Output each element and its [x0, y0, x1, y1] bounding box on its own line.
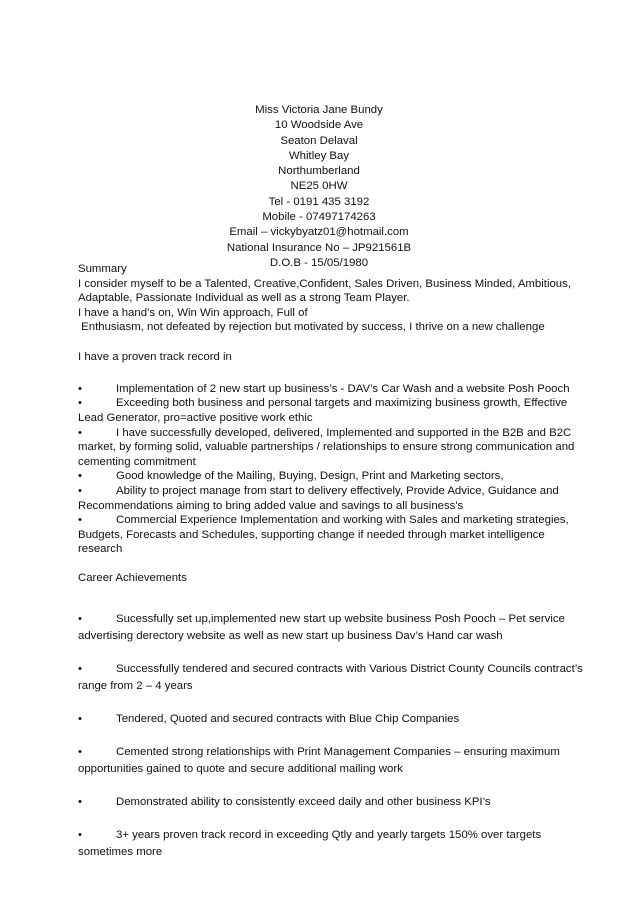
list-item	[78, 827, 564, 861]
telephone: Tel - 0191 435 3192	[268, 195, 370, 208]
track-record-list	[78, 382, 575, 557]
summary-heading: Summary	[78, 263, 127, 275]
address-line: Seaton Delaval	[280, 134, 358, 147]
career-heading: Career Achievements	[78, 572, 187, 585]
list-item	[78, 426, 575, 470]
list-item	[78, 661, 583, 695]
summary-line: Enthusiasm, not defeated by rejection but motivated by success, I thrive on a new challenge	[78, 321, 545, 334]
list-item-continuation: Budgets, Forecasts and Schedules, supporting change if needed through market intelligence	[78, 528, 545, 541]
email: Email – vickybyatz01@hotmail.com	[229, 226, 409, 239]
date-of-birth: D.O.B - 15/05/1980	[269, 256, 369, 269]
address-line: Northumberland	[278, 165, 360, 178]
bullet-icon: •	[78, 382, 82, 395]
bullet-icon: •	[78, 795, 82, 808]
full-name: Miss Victoria Jane Bundy	[255, 104, 383, 116]
bullet-icon: •	[78, 397, 82, 410]
list-item-text: Demonstrated ability to consistently exceed daily and other business KPI’s	[116, 795, 491, 808]
list-item-text: Implementation of 2 new start up business’s - DAV’s Car Wash and a website Posh Pooch	[116, 382, 570, 395]
list-item-continuation: sometimes more	[78, 845, 163, 858]
list-item-text: Cemented strong relationships with Print Management Companies – ensuring maximum	[116, 745, 560, 758]
list-item-continuation: range from 2 – 4 years	[78, 679, 193, 692]
list-item-continuation: opportunities gained to quote and secure additional mailing work	[78, 762, 403, 775]
list-item	[78, 396, 568, 425]
bullet-icon: •	[78, 712, 82, 725]
bullet-icon: •	[78, 426, 82, 439]
list-item-text: Successfully tendered and secured contracts with Various District County Councils contract’s	[116, 662, 583, 675]
list-item-continuation: Lead Generator, pro=active positive work ethic	[78, 411, 313, 424]
list-item-text: Commercial Experience Implementation and working with Sales and marketing strategies,	[116, 514, 569, 527]
list-item-text: I have successfully developed, delivered, Implemented and supported in the B2B and B2C	[116, 426, 572, 439]
contact-header	[0, 103, 638, 271]
list-item-continuation: advertising derectory website as well as new start up business Dav’s Hand car wash	[78, 629, 503, 642]
career-achievements-list	[78, 611, 583, 861]
list-item	[78, 484, 564, 513]
list-item-text: Ability to project manage from start to delivery effectively, Provide Advice, Guidance and	[116, 484, 559, 497]
list-item-continuation: market, by forming solid, valuable partnerships / relationships to ensure strong communication and	[78, 441, 575, 454]
bullet-icon: •	[78, 745, 82, 758]
address-line: Whitley Bay	[288, 149, 350, 162]
list-item	[78, 711, 564, 728]
bullet-icon: •	[78, 662, 82, 675]
list-item-text: 3+ years proven track record in exceeding Qtly and yearly targets 150% over targets	[116, 828, 542, 841]
list-item-continuation: cementing commitment	[78, 455, 196, 468]
bullet-icon: •	[78, 470, 82, 483]
list-item-continuation: Recommendations aiming to bring added value and savings to all business's	[78, 499, 464, 512]
list-item	[78, 611, 564, 645]
summary-line: I have a hand’s on, Win Win approach, Full of	[78, 306, 308, 319]
list-item-text: Sucessfully set up,implemented new start up website business Posh Pooch – Pet service	[116, 612, 565, 625]
list-item-continuation: research	[78, 543, 123, 556]
address-line: 10 Woodside Ave	[274, 119, 364, 132]
track-record-intro: I have a proven track record in	[78, 350, 232, 363]
list-item	[78, 744, 564, 778]
summary-line: Adaptable, Passionate Individual as well as a strong Team Player.	[78, 292, 410, 305]
bullet-icon: •	[78, 828, 82, 841]
list-item	[78, 382, 570, 397]
list-item-text: Tendered, Quoted and secured contracts with Blue Chip Companies	[116, 712, 460, 725]
bullet-icon: •	[78, 514, 82, 527]
list-item	[78, 513, 569, 557]
bullet-icon: •	[78, 484, 82, 497]
list-item	[78, 469, 564, 484]
list-item-text: Exceeding both business and personal targets and maximizing business growth, Effective	[116, 397, 568, 410]
national-insurance: National Insurance No – JP921561B	[226, 241, 412, 254]
bullet-icon: •	[78, 612, 82, 625]
mobile: Mobile - 07497174263	[262, 211, 376, 224]
postcode: NE25 0HW	[290, 180, 348, 193]
summary-line: I consider myself to be a Talented, Creative,Confident, Sales Driven, Business Minded, Ambitious,	[78, 277, 571, 290]
list-item	[78, 794, 564, 811]
cv-body	[78, 262, 583, 861]
list-item-text: Good knowledge of the Mailing, Buying, Design, Print and Marketing sectors,	[116, 470, 504, 483]
